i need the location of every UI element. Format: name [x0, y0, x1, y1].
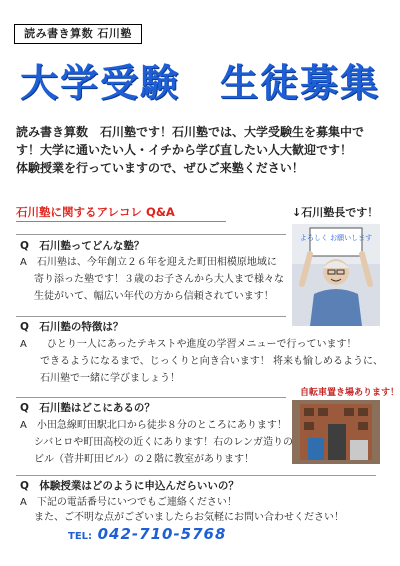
qa-answer-1-line-2: 寄り添った塾です！３歳のお子さんから大人まで様々な	[34, 274, 284, 285]
phone-contact	[68, 524, 226, 543]
qa-answer-3-line-1: A 小田急線町田駅北口から徒歩８分のところにあります！	[20, 420, 287, 431]
headline-title: 大学受験 生徒募集	[20, 61, 381, 105]
principal-caption: ↓石川塾長です！	[292, 206, 379, 219]
qa-section-title: 石川塾に関するアレコレ Q&A	[16, 205, 175, 219]
qa-answer-2-line-1: A ひとり一人にあったテキストや進度の学習メニューで行っています！	[20, 339, 357, 350]
qa-answer-2-line-2: できるようになるまで、じっくりと向き合います！ 将来も愉しめるように、	[40, 356, 383, 367]
principal-photo	[292, 224, 380, 326]
intro-line-2: す！大学に通いたい人・イチから学び直したい人大歓迎です！	[16, 143, 353, 157]
qa-answer-3-line-3: ビル（菅井町田ビル）の２階に教室があります！	[34, 454, 254, 465]
qa-answer-1-line-3: 生徒がいて、幅広い年代の方から信頼されています！	[34, 291, 274, 302]
principal-sign-text: よろしく お願いします	[299, 234, 373, 242]
qa-question-2: Q 石川塾の特徴は？	[20, 321, 124, 333]
qa-answer-4-line-2: また、ご不明な点がございましたらお気軽にお問い合わせください！	[34, 512, 344, 523]
qa-title-underline	[16, 221, 226, 222]
qa-answer-2-line-3: 石川塾で一緒に学びましょう！	[40, 373, 180, 384]
qa-answer-4-line-1: A 下記の電話番号にいつでもご連絡ください！	[20, 497, 237, 508]
tel-prefix: TEL:	[68, 531, 93, 542]
qa-divider-4	[16, 475, 376, 476]
qa-divider-2	[16, 316, 286, 317]
qa-answer-3-line-2: シバヒロや町田高校の近くにあります！右のレンガ造りの	[34, 437, 294, 448]
building-illustration	[292, 400, 380, 464]
tel-number: 042-710-5768	[97, 525, 227, 543]
org-name-badge: 読み書き算数 石川塾	[14, 24, 142, 44]
qa-question-3: Q 石川塾はどこにあるの？	[20, 402, 155, 414]
intro-line-3: 体験授業を行っていますので、ぜひご来塾ください！	[16, 161, 304, 175]
principal-illustration	[292, 224, 380, 326]
qa-divider-3	[16, 397, 286, 398]
building-photo	[292, 400, 380, 464]
bicycle-parking-caption: 自転車置き場あります！	[300, 388, 400, 398]
qa-question-1: Q 石川塾ってどんな塾？	[20, 240, 145, 252]
qa-answer-1-line-1: A 石川塾は、今年創立２６年を迎えた町田相模原地域に	[20, 257, 277, 268]
qa-divider-1	[16, 234, 286, 235]
qa-question-4: Q 体験授業はどのように申込んだらいいの？	[20, 480, 239, 492]
intro-line-1: 読み書き算数 石川塾です！石川塾では、大学受験生を募集中で	[16, 125, 365, 139]
